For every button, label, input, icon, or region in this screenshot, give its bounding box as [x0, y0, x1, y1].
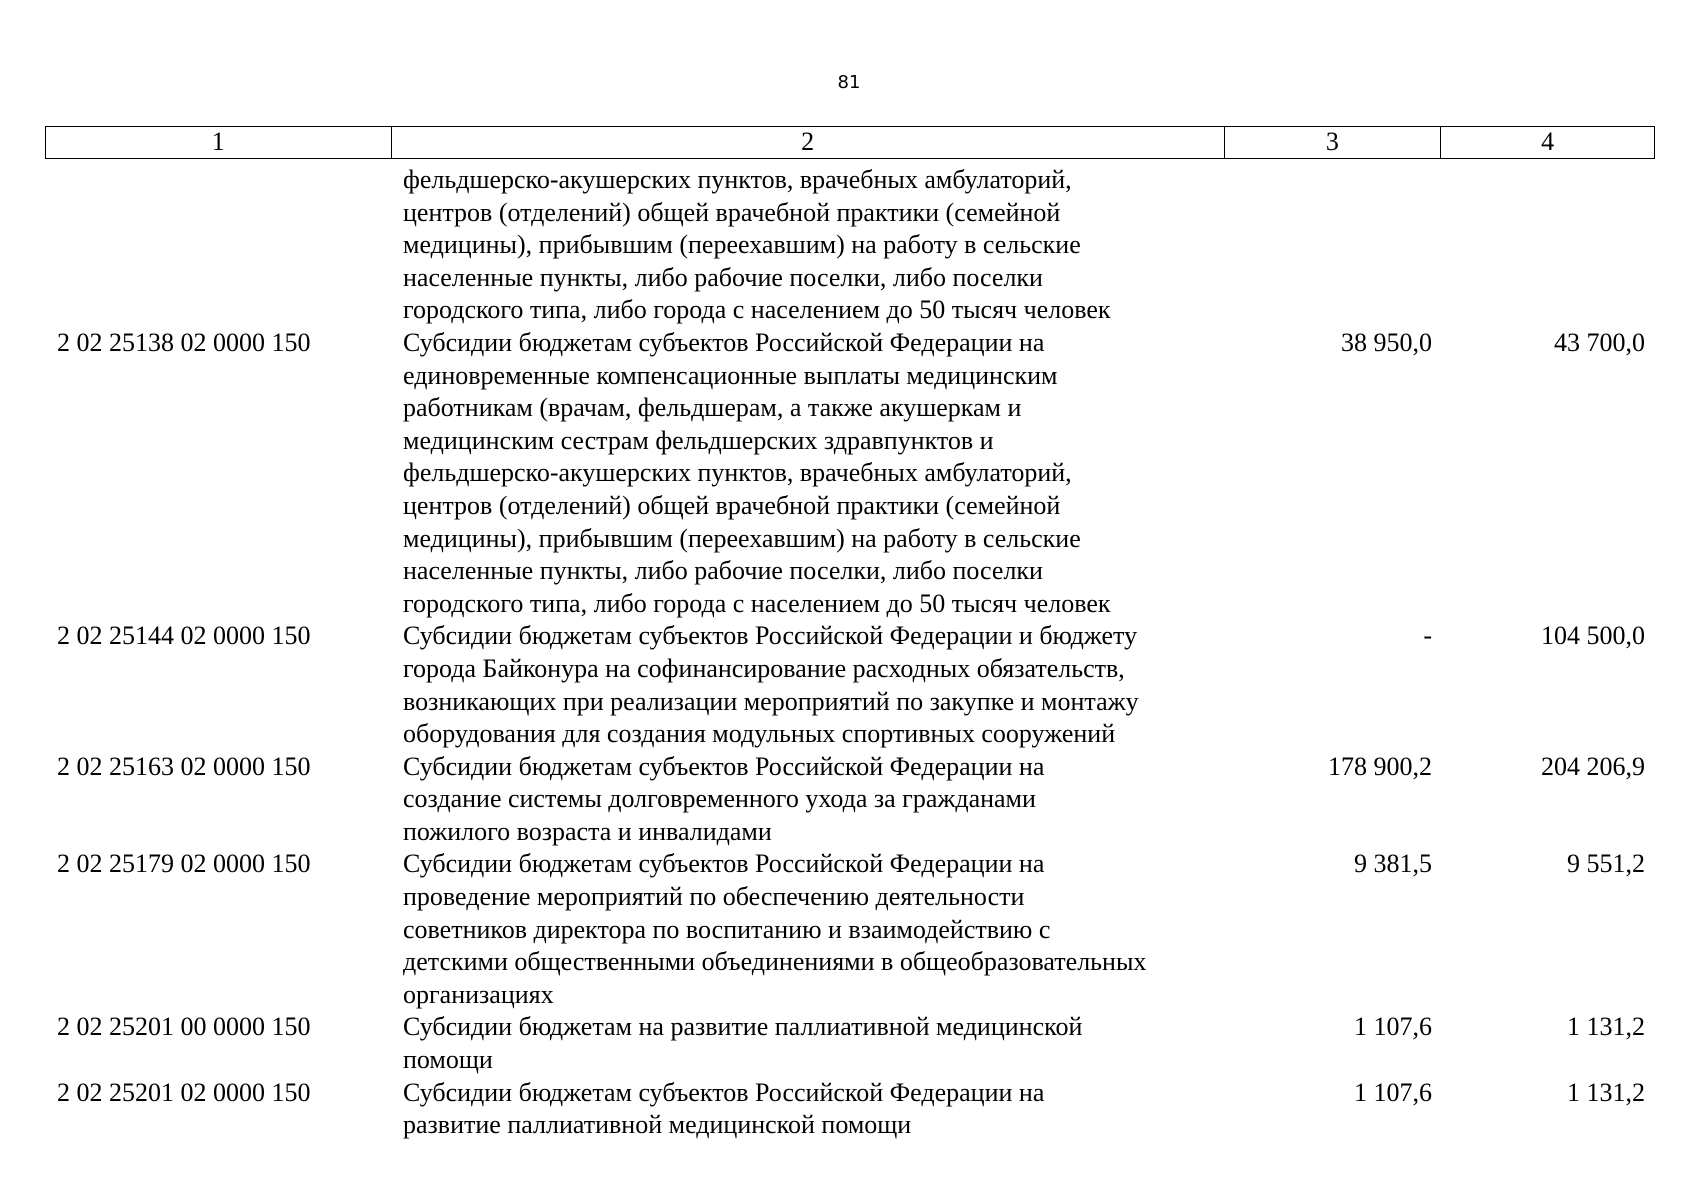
description-line: работникам (врачам, фельдшерам, а также акушеркам и [403, 393, 1022, 423]
table-row [45, 327, 1655, 620]
description-line: населенные пункты, либо рабочие поселки, либо поселки [403, 262, 1043, 292]
amount-column-4: 104 500,0 [1541, 621, 1645, 651]
budget-classification-code: 2 02 25201 02 0000 150 [57, 1077, 311, 1107]
amount-column-3: 1 107,6 [1354, 1012, 1432, 1042]
description-line: фельдшерско-акушерских пунктов, врачебных амбулаторий, [403, 458, 1072, 488]
description-line: пожилого возраста и инвалидами [403, 816, 772, 846]
description-line: создание системы долговременного ухода за гражданами [403, 784, 1036, 814]
revenue-description [391, 1011, 1225, 1076]
amount-column-4: 1 131,2 [1567, 1012, 1645, 1042]
description-line: центров (отделений) общей врачебной практики (семейной [403, 197, 1061, 227]
revenue-description [391, 848, 1225, 1011]
description-line: Субсидии бюджетам субъектов Российской Федерации на [403, 1077, 1045, 1107]
amount-column-4: 204 206,9 [1541, 751, 1645, 781]
description-line: развитие паллиативной медицинской помощи [403, 1110, 912, 1140]
description-line: организациях [403, 979, 554, 1009]
description-line: детскими общественными объединениями в общеобразовательных [403, 947, 1147, 977]
amount-column-3: 178 900,2 [1328, 751, 1432, 781]
description-line: Субсидии бюджетам субъектов Российской Федерации на [403, 849, 1045, 879]
table-row [45, 848, 1655, 1011]
amount-column-4: 43 700,0 [1554, 327, 1645, 357]
column-header-4: 4 [1541, 127, 1555, 156]
table-row [45, 751, 1655, 849]
budget-classification-code [45, 164, 391, 327]
amount-column-4: 1 131,2 [1567, 1077, 1645, 1107]
amount-column-4: 9 551,2 [1567, 849, 1645, 879]
column-header-3: 3 [1225, 127, 1442, 158]
description-line: Субсидии бюджетам субъектов Российской Федерации на [403, 751, 1045, 781]
description-line: городского типа, либо города с населением до 50 тысяч человек [403, 588, 1111, 618]
amount-column-3: 1 107,6 [1354, 1077, 1432, 1107]
description-line: медицинским сестрам фельдшерских здравпунктов и [403, 425, 994, 455]
amount-column-4 [1442, 164, 1655, 327]
amount-column-3: 9 381,5 [1354, 849, 1432, 879]
description-line: медицины), прибывшим (переехавшим) на работу в сельские [403, 230, 1081, 260]
column-header-1: 1 [46, 127, 392, 158]
description-line: оборудования для создания модульных спортивных сооружений [403, 719, 1116, 749]
description-line: возникающих при реализации мероприятий по закупке и монтажу [403, 686, 1139, 716]
description-line: Субсидии бюджетам на развитие паллиативной медицинской [403, 1012, 1083, 1042]
amount-column-3: - [1423, 621, 1432, 651]
description-line: городского типа, либо города с населением до 50 тысяч человек [403, 295, 1111, 325]
description-line: Субсидии бюджетам субъектов Российской Федерации на [403, 327, 1045, 357]
amount-column-3: 38 950,0 [1341, 327, 1432, 357]
table-row [45, 1077, 1655, 1142]
revenue-description [391, 751, 1225, 849]
description-line: проведение мероприятий по обеспечению деятельности [403, 882, 1025, 912]
description-line: фельдшерско-акушерских пунктов, врачебных амбулаторий, [403, 165, 1072, 194]
amount-column-3 [1225, 164, 1442, 327]
revenue-description [391, 620, 1225, 750]
table-row [45, 620, 1655, 750]
table-column-header-row [45, 126, 1655, 159]
revenue-description [391, 327, 1225, 620]
table-body [45, 164, 1655, 1142]
page-number: 81 [837, 72, 861, 93]
column-header-2: 2 [392, 127, 1225, 158]
revenue-description [391, 164, 1225, 327]
table-row [45, 164, 1655, 327]
description-line: населенные пункты, либо рабочие поселки, либо поселки [403, 556, 1043, 586]
budget-classification-code: 2 02 25201 00 0000 150 [57, 1012, 311, 1042]
budget-classification-code: 2 02 25179 02 0000 150 [57, 849, 311, 879]
table-row [45, 1011, 1655, 1076]
revenue-description [391, 1077, 1225, 1142]
description-line: единовременные компенсационные выплаты медицинским [403, 360, 1058, 390]
budget-classification-code: 2 02 25163 02 0000 150 [57, 751, 311, 781]
description-line: медицины), прибывшим (переехавшим) на работу в сельские [403, 523, 1081, 553]
description-line: советников директора по воспитанию и взаимодействию с [403, 914, 1051, 944]
description-line: помощи [403, 1045, 493, 1075]
budget-classification-code: 2 02 25138 02 0000 150 [57, 327, 311, 357]
budget-classification-code: 2 02 25144 02 0000 150 [57, 621, 311, 651]
description-line: Субсидии бюджетам субъектов Российской Федерации и бюджету [403, 621, 1138, 651]
description-line: города Байконура на софинансирование расходных обязательств, [403, 653, 1125, 683]
description-line: центров (отделений) общей врачебной практики (семейной [403, 490, 1061, 520]
